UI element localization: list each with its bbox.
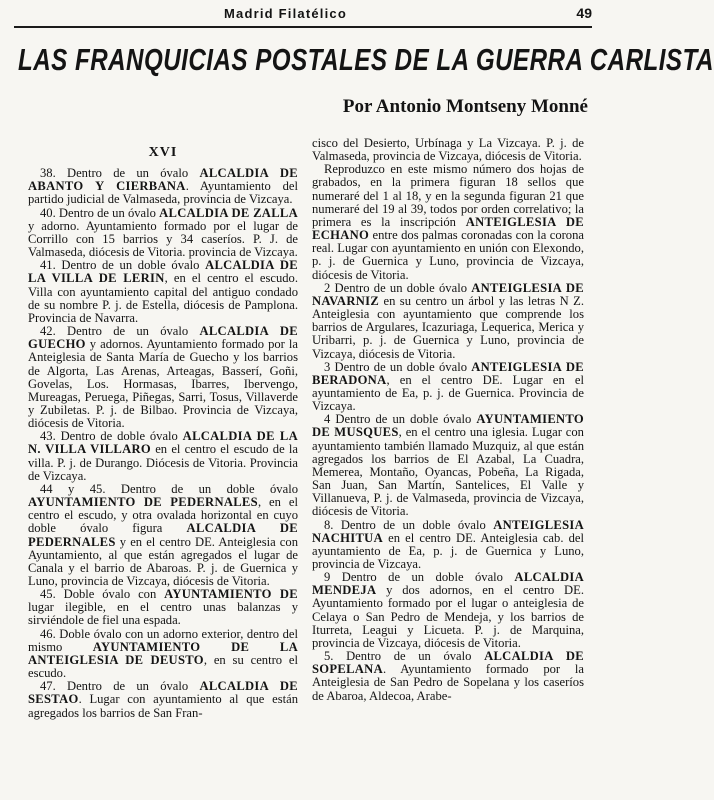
- paragraph: [312, 571, 584, 650]
- entry-text: y dos adornos, en el centro DE. Ayuntamiento formado por el lugar o anteiglesia de Celaya o San Pedro de Mendeja, y los barrios de Iturreta, Leagui y Licueta. P. j. de Marquina, provincia de Vizcaya, diócesis de Vitoria.: [312, 583, 584, 650]
- left-column: [28, 136, 298, 720]
- entry-text: 38. Dentro de un óvalo: [40, 166, 200, 181]
- article-author: Por Antonio Montseny Monné: [342, 96, 588, 117]
- entry-text: 46. Doble óvalo con un adorno exterior, dentro del mismo: [28, 626, 298, 654]
- entry-heading: ANTEIGLESIA DE ECHANO: [312, 214, 584, 243]
- entry-text: 9 Dentro de un doble óvalo: [324, 570, 515, 585]
- paragraph: [28, 588, 298, 627]
- entry-text: 5. Dentro de un óvalo: [324, 649, 485, 664]
- paragraph: [312, 282, 584, 361]
- entry-heading: ALCALDIA DE ABANTO Y CIERBANA: [28, 166, 298, 194]
- entry-heading: ALCALDIA DE SOPELANA: [312, 649, 584, 677]
- entry-heading: ALCALDIA DE PEDERNALES: [28, 521, 298, 549]
- paragraph: [312, 163, 584, 281]
- paragraph: [28, 207, 298, 260]
- paragraph: [312, 137, 584, 163]
- entry-text: Reproduzco en este mismo número dos hojas de grabados, en la primera figuran 18 sellos que numeraré del 1 al 18, y en la segunda figuran 21 que numeraré del 19 al 39, todos por orden correlativo; la primera es la inscripción: [312, 162, 584, 229]
- entry-text: 2 Dentro de un doble óvalo: [324, 280, 472, 295]
- entry-text: , en el centro el escudo. Villa con ayuntamiento capital del antiguo condado de su nombre P. j. de Estella, diócesis de Pamplona. Provincia de Navarra.: [28, 271, 298, 325]
- header-rule: [14, 26, 592, 28]
- entry-heading: ALCALDIA DE ZALLA: [159, 205, 298, 220]
- entry-text: 42. Dentro de un óvalo: [40, 324, 200, 339]
- entry-text: . Ayuntamiento formado por la Anteiglesia de San Pedro de Sopelana y los caseríos de Abaroa, Aldecoa, Arabe-: [312, 662, 584, 703]
- entry-text: 47. Dentro de un óvalo: [40, 679, 200, 694]
- article-title: LAS FRANQUICIAS POSTALES DE LA GUERRA CARLISTA: [18, 42, 714, 77]
- right-column: [312, 137, 584, 703]
- entry-text: y adornos. Ayuntamiento formado por la Anteiglesia de Santa María de Guecho y los barrios de Algorta, Las Arenas, Arteagas, Basserí, Goñi, Govelas, Los. Hormasas, Ibarres, Ibervengo, Mureagas, Peruega, Piñegas, Sarri, Tosus, Villaverde y Zubiletas. P. j. de Bilbao. Provincia de Vizcaya, diócesis de Vitoria.: [28, 337, 298, 431]
- paragraph: [28, 430, 298, 483]
- paragraph: [28, 628, 298, 681]
- entry-heading: AYUNTAMIENTO DE MUSQUES: [312, 412, 584, 440]
- entry-text: entre dos palmas coronadas con la corona real. Lugar con ayuntamiento en unión con Elexondo, p. j. de Guernica y Luno, provincia de Vizcaya, diócesis de Vitoria.: [312, 228, 584, 282]
- entry-heading: AYUNTAMIENTO DE LA ANTEIGLESIA DE DEUSTO: [28, 639, 298, 667]
- entry-text: . Ayuntamiento del partido judicial de Valmaseda, provincia de Vizcaya.: [28, 179, 299, 207]
- entry-text: , en el centro DE. Lugar en el ayuntamiento de Ea, p. j. de Guernica. Provincia de Vizcaya.: [312, 372, 584, 414]
- entry-text: 40. Dentro de un óvalo: [40, 205, 160, 220]
- paragraph: [312, 413, 584, 518]
- running-header: [14, 4, 592, 26]
- entry-text: , en el centro una iglesia. Lugar con ayuntamiento también llamado Muzquiz, al que están agregados los barrios de El Azabal, La Cuadra, Memerea, Montaño, Oyancas, Pobeña, La Rigada, San Juan, San Martín, Santelices, El Valle y Villanueva, P. j. de Valmaseda, provincia de Vizcaya, diócesis de Vitoria.: [312, 425, 584, 519]
- entry-heading: ALCALDIA MENDEJA: [312, 570, 584, 598]
- entry-text: . Lugar con ayuntamiento al que están agregados los barrios de San Fran-: [28, 692, 298, 720]
- page-number: 49: [576, 5, 592, 21]
- entry-text: lugar ilegible, en el centro unas balanzas y sirviéndole de fiel una espada.: [28, 600, 298, 628]
- entry-text: en el centro DE. Anteiglesia cab. del ayuntamiento de Ea, p. j. de Guernica y Luno, provincia de Vizcaya.: [312, 530, 584, 571]
- entry-heading: ALCALDIA DE LA VILLA DE LERIN: [28, 258, 298, 286]
- paragraph: [28, 167, 298, 206]
- entry-text: en su centro un árbol y las letras N Z. Anteiglesia con ayuntamiento que comprende los barrios de Argulares, Icazuriaga, Lequerica, Merica y Uribarri, p. j. de Guernica y Luno, provincia de Vizcaya, diócesis de Vitoria.: [312, 293, 584, 361]
- paragraph: [312, 361, 584, 414]
- paragraph: [28, 259, 298, 325]
- entry-heading: ANTEIGLESIA DE NAVARNIZ: [312, 280, 584, 308]
- entry-heading: ALCALDIA DE GUECHO: [28, 324, 298, 352]
- entry-text: , en el centro el escudo, y otra ovalada horizontal en cuyo doble óvalo figura: [28, 495, 298, 536]
- paragraph: [312, 519, 584, 572]
- entry-heading: AYUNTAMIENTO DE PEDERNALES: [28, 495, 258, 510]
- entry-text: y en el centro DE. Anteiglesia con Ayuntamiento, al que están agregados el lugar de Canala y el barrio de Abaroas. P. j. de Guernica y Luno, provincia de Vizcaya, diócesis de Vitoria.: [28, 534, 298, 588]
- entry-text: cisco del Desierto, Urbínaga y La Vizcaya. P. j. de Valmaseda, provincia de Vizcaya, diócesis de Vitoria.: [312, 136, 584, 164]
- section-heading: XVI: [148, 145, 178, 160]
- entry-text: en el centro el escudo de la villa. P. j. de Durango. Diócesis de Vitoria. Provincia de Vizcaya.: [28, 442, 298, 483]
- paragraph: [28, 483, 298, 588]
- paragraph: [28, 680, 298, 719]
- journal-title: Madrid Filatélico: [224, 6, 347, 21]
- entry-heading: ANTEIGLESIA DE BERADONA: [312, 359, 584, 387]
- entry-text: 43. Dentro de doble óvalo: [40, 429, 183, 444]
- entry-text: 3 Dentro de un doble óvalo: [324, 359, 472, 374]
- paragraph: [312, 650, 584, 703]
- entry-text: 41. Dentro de un doble óvalo: [40, 258, 206, 273]
- entry-text: 8. Dentro de un doble óvalo: [324, 517, 494, 532]
- entry-text: 44 y 45. Dentro de un doble óvalo: [40, 481, 298, 496]
- entry-text: , en su centro el escudo.: [28, 652, 298, 681]
- entry-heading: AYUNTAMIENTO DE: [164, 587, 298, 602]
- entry-heading: ALCALDIA DE LA N. VILLA VILLARO: [28, 429, 298, 457]
- entry-heading: ANTEIGLESIA NACHITUA: [312, 517, 584, 545]
- paragraph: [28, 325, 298, 430]
- entry-heading: ALCALDIA DE SESTAO: [28, 679, 298, 707]
- entry-text: y adorno. Ayuntamiento formado por el lugar de Corrillo con 15 barrios y 34 caseríos. P. J. de Valmaseda, diócesis de Vitoria. provincia de Vizcaya.: [28, 218, 298, 260]
- entry-text: 4 Dentro de un doble óvalo: [324, 412, 477, 427]
- entry-text: 45. Doble óvalo con: [40, 587, 165, 602]
